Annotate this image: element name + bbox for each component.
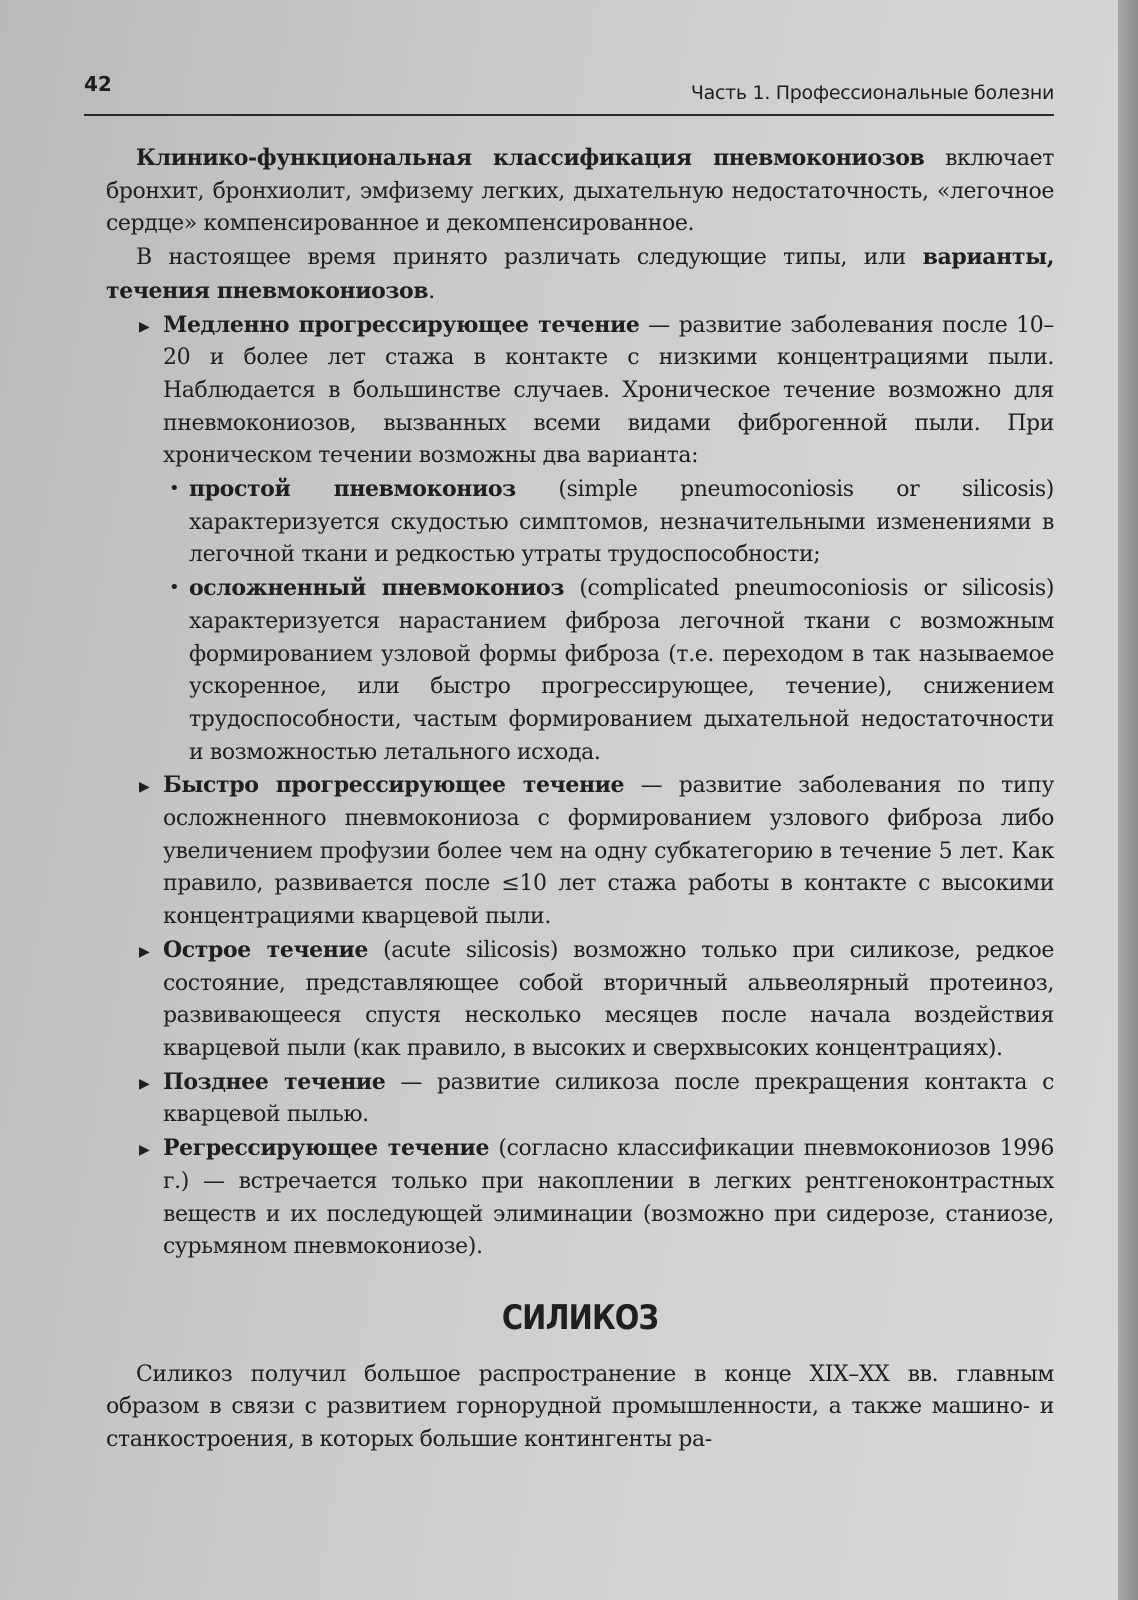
dot-bullet-icon: •	[169, 577, 180, 599]
paragraph-silicosis	[106, 1359, 1054, 1457]
triangle-bullet-icon: ▶	[139, 1075, 150, 1092]
paragraph-end: .	[428, 278, 435, 304]
item-term: простой пневмокониоз	[189, 476, 516, 503]
page-body	[106, 142, 1054, 1457]
triangle-bullet-icon: ▶	[139, 943, 150, 960]
item-term: Быстро прогрессирующее течение	[163, 772, 625, 799]
item-term: осложненный пневмокониоз	[189, 575, 564, 602]
paragraph-classification	[106, 142, 1054, 241]
item-text: (acute silicosis) возможно только при силикозе, редкое состояние, представляющее собой вторичный альвеолярный протеиноз, развивающееся спустя несколько месяцев после начала воздействия кварцевой пыли (как правило, в высоких и сверхвысоких концентрациях).	[163, 937, 1055, 1061]
bold-term: варианты, течения пневмокониозов	[106, 244, 1054, 304]
list-item	[139, 934, 1055, 1066]
item-text: (simple pneumoconiosis or silicosis) характеризуется скудостью симптомов, незначительными изменениями в легочной ткани и редкостью утраты трудоспособности;	[189, 477, 1054, 568]
item-text: — развитие заболевания после 10–20 и более лет стажа в контакте с низкими концентрациями пыли. Наблюдается в большинстве случаев. Хроническое течение возможно для пневмокониозов, вызванных всеми видами фиброгенной пыли. При хроническом течении возможны два варианта:	[163, 312, 1054, 469]
list-item	[139, 1066, 1055, 1132]
triangle-bullet-icon: ▶	[139, 1142, 150, 1159]
variants-list	[106, 309, 1054, 1264]
paragraph-text: Силикоз получил большое распространение в конце XIX–XX вв. главным образом в связи с развитием горнорудной промышленности, а также машино- и станкостроения, в которых большие контингенты ра-	[106, 1361, 1054, 1453]
list-item	[139, 1132, 1055, 1264]
running-title: Часть 1. Профессиональные болезни	[690, 82, 1054, 104]
section-heading: СИЛИКОЗ	[501, 1297, 659, 1338]
item-term: Медленно прогрессирующее течение	[163, 311, 640, 338]
sub-list-item	[169, 473, 1054, 572]
paragraph-variants	[106, 241, 1054, 308]
bold-term: Клинико-функциональная классификация пневмокониозов	[136, 145, 925, 171]
item-term: Позднее течение	[163, 1068, 386, 1095]
paragraph-text: включает бронхит, бронхиолит, эмфизему легких, дыхательную недостаточность, «легочное сердце» компенсированное и декомпенсированное.	[106, 146, 1054, 237]
item-text: (complicated pneumoconiosis or silicosis) характеризуется нарастанием фиброза легочной ткани с возможным формированием узловой формы фиброза (т.е. переходом в так называемое ускоренное, или быстро прогрессирующее, течение), снижением трудоспособности, частым формированием дыхательной недостаточности и возможностью летального исхода.	[189, 576, 1054, 765]
item-term: Острое течение	[163, 936, 368, 963]
list-item	[139, 769, 1055, 934]
paragraph-text: В настоящее время принято различать следующие типы, или	[136, 245, 923, 271]
sub-list-item	[169, 572, 1054, 769]
item-term: Регрессирующее течение	[163, 1135, 490, 1162]
triangle-bullet-icon: ▶	[139, 779, 150, 796]
list-item	[139, 309, 1054, 770]
dot-bullet-icon: •	[169, 478, 180, 500]
item-text: — развитие заболевания по типу осложненного пневмокониоза с формированием узлового фиброза либо увеличением профузии более чем на одну субкатегорию в течение 5 лет. Как правило, развивается после ≤10 лет стажа работы в контакте с высокими концентрациями кварцевой пыли.	[163, 773, 1055, 930]
triangle-bullet-icon: ▶	[139, 318, 150, 335]
item-text: (согласно классификации пневмокониозов 1996 г.) — встречается только при накоплении в легких рентгеноконтрастных веществ и их последующей элиминации (возможно при сидерозе, станиозе, сурьмяном пневмокониозе).	[163, 1136, 1055, 1260]
sub-list	[163, 473, 1054, 769]
page-number: 42	[84, 72, 112, 96]
page-header	[84, 66, 1054, 116]
item-text: — развитие силикоза после прекращения контакта с кварцевой пылью.	[163, 1069, 1055, 1128]
page-edge	[1118, 0, 1138, 1600]
